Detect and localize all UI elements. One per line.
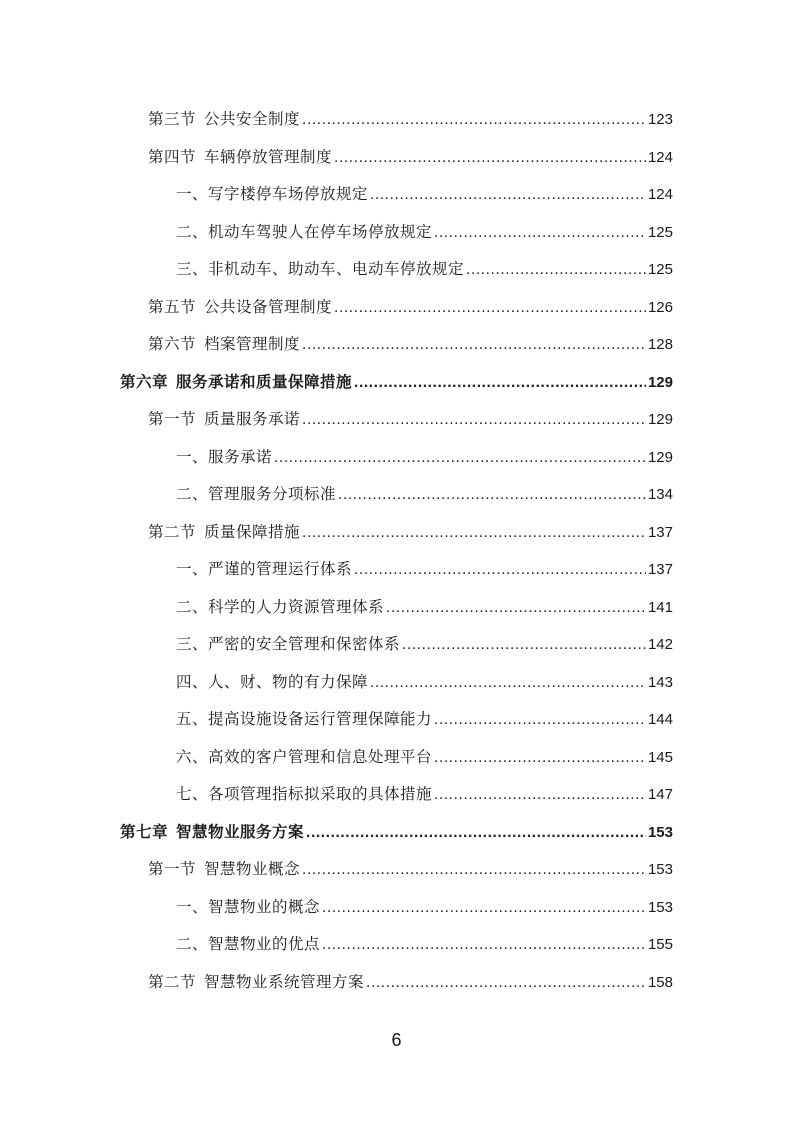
toc-entry-number: 第四节 [148, 147, 197, 166]
toc-entry-title: 一、智慧物业的概念 [176, 897, 321, 916]
dot-leader [274, 448, 646, 468]
toc-entry-title: 智慧物业服务方案 [176, 822, 305, 841]
dot-leader [302, 335, 646, 355]
toc-entry-title: 智慧物业系统管理方案 [204, 972, 365, 991]
toc-entry[interactable] [0, 851, 793, 889]
toc-entry-number: 第二节 [148, 972, 197, 991]
toc-entry-title: 五、提高设施设备运行管理保障能力 [176, 710, 433, 729]
toc-entry-page: 128 [647, 336, 673, 354]
toc-entry[interactable] [0, 476, 793, 514]
dot-leader [302, 410, 646, 430]
dot-leader [434, 223, 646, 243]
toc-entry[interactable] [0, 101, 793, 139]
toc-entry-number: 第一节 [148, 410, 197, 429]
toc-entry[interactable] [0, 701, 793, 739]
toc-entry-title: 一、服务承诺 [176, 447, 273, 466]
toc-entry[interactable] [0, 514, 793, 552]
toc-entry[interactable] [0, 214, 793, 252]
toc-entry-title: 质量服务承诺 [204, 410, 301, 429]
toc-entry-page: 134 [647, 486, 673, 504]
toc-entry[interactable] [0, 889, 793, 927]
toc-entry-title: 三、非机动车、助动车、电动车停放规定 [176, 260, 465, 279]
toc-entry-page: 141 [647, 598, 673, 616]
toc-entry-title: 车辆停放管理制度 [204, 147, 333, 166]
toc-entry-page: 153 [647, 823, 673, 841]
toc-entry-title: 三、严密的安全管理和保密体系 [176, 635, 401, 654]
toc-entry[interactable] [0, 664, 793, 702]
toc-entry-title: 公共设备管理制度 [204, 297, 333, 316]
dot-leader [354, 373, 646, 393]
toc-entry[interactable] [0, 401, 793, 439]
toc-entry-page: 153 [647, 898, 673, 916]
toc-entry-page: 125 [647, 261, 673, 279]
toc-entry-page: 137 [647, 523, 673, 541]
toc-entry-page: 123 [647, 111, 673, 129]
toc-entry-number: 第七章 [120, 822, 169, 841]
toc-entry-page: 124 [647, 148, 673, 166]
toc-entry-title: 四、人、财、物的有力保障 [176, 672, 369, 691]
toc-entry[interactable] [0, 326, 793, 364]
toc-entry-number: 第二节 [148, 522, 197, 541]
toc-entry-number: 第六章 [120, 372, 169, 391]
toc-entry[interactable] [0, 926, 793, 964]
toc-entry[interactable] [0, 176, 793, 214]
toc-entry-page: 129 [647, 411, 673, 429]
dot-leader [302, 860, 646, 880]
dot-leader [370, 185, 646, 205]
dot-leader [354, 560, 646, 580]
toc-entry-number: 第一节 [148, 860, 197, 879]
dot-leader [302, 110, 646, 130]
toc-entry-title: 二、科学的人力资源管理体系 [176, 597, 385, 616]
toc-entry[interactable] [0, 776, 793, 814]
toc-entry-page: 144 [647, 711, 673, 729]
toc-entry[interactable] [0, 739, 793, 777]
toc-entry-page: 145 [647, 748, 673, 766]
dot-leader [370, 673, 646, 693]
toc-entry[interactable] [0, 251, 793, 289]
dot-leader [306, 823, 646, 843]
toc-entry-page: 158 [647, 973, 673, 991]
toc-entry-title: 质量保障措施 [204, 522, 301, 541]
toc-chapter-entry[interactable] [0, 364, 793, 402]
dot-leader [366, 973, 646, 993]
toc-entry-title: 七、各项管理指标拟采取的具体措施 [176, 785, 433, 804]
toc-entry-title: 一、写字楼停车场停放规定 [176, 185, 369, 204]
toc-entry-page: 137 [647, 561, 673, 579]
table-of-contents [0, 101, 793, 1001]
toc-entry-page: 129 [647, 373, 673, 391]
page-number: 6 [391, 1030, 402, 1050]
toc-entry-title: 档案管理制度 [204, 335, 301, 354]
dot-leader [302, 523, 646, 543]
dot-leader [466, 260, 646, 280]
toc-entry-number: 第五节 [148, 297, 197, 316]
toc-entry[interactable] [0, 439, 793, 477]
toc-entry-title: 二、管理服务分项标准 [176, 485, 337, 504]
toc-entry-title: 六、高效的客户管理和信息处理平台 [176, 747, 433, 766]
dot-leader [334, 298, 646, 318]
toc-entry-title: 服务承诺和质量保障措施 [176, 372, 353, 391]
toc-entry[interactable] [0, 551, 793, 589]
toc-entry-title: 智慧物业概念 [204, 860, 301, 879]
dot-leader [386, 598, 646, 618]
toc-entry-page: 155 [647, 936, 673, 954]
dot-leader [434, 748, 646, 768]
toc-entry[interactable] [0, 139, 793, 177]
toc-entry-page: 142 [647, 636, 673, 654]
toc-entry-page: 153 [647, 861, 673, 879]
dot-leader [322, 935, 646, 955]
toc-entry-number: 第六节 [148, 335, 197, 354]
dot-leader [434, 710, 646, 730]
dot-leader [322, 898, 646, 918]
dot-leader [334, 148, 646, 168]
dot-leader [434, 785, 646, 805]
toc-entry-title: 二、机动车驾驶人在停车场停放规定 [176, 222, 433, 241]
toc-entry-title: 二、智慧物业的优点 [176, 935, 321, 954]
toc-entry[interactable] [0, 289, 793, 327]
toc-entry-title: 公共安全制度 [204, 110, 301, 129]
toc-entry-page: 126 [647, 298, 673, 316]
dot-leader [338, 485, 646, 505]
toc-entry[interactable] [0, 589, 793, 627]
toc-entry-number: 第三节 [148, 110, 197, 129]
toc-entry-page: 143 [647, 673, 673, 691]
dot-leader [402, 635, 646, 655]
toc-entry-page: 125 [647, 223, 673, 241]
toc-entry[interactable] [0, 964, 793, 1002]
toc-entry-page: 147 [647, 786, 673, 804]
toc-entry-page: 124 [647, 186, 673, 204]
toc-entry-page: 129 [647, 448, 673, 466]
toc-entry-title: 一、严谨的管理运行体系 [176, 560, 353, 579]
toc-entry[interactable] [0, 626, 793, 664]
toc-chapter-entry[interactable] [0, 814, 793, 852]
